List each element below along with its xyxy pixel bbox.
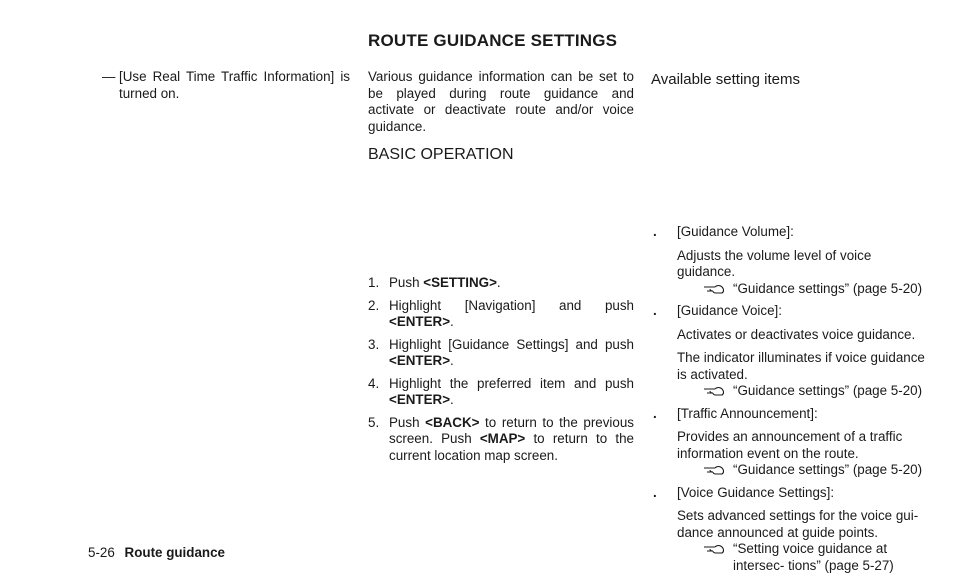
key-label: <MAP> (479, 431, 526, 446)
step-text: Push (389, 275, 424, 290)
left-column (88, 69, 350, 102)
dash-item-text: [Use Real Time Traffic Information] is turned on. (119, 69, 350, 101)
step-text: Push (389, 414, 426, 430)
key-label: <ENTER> (389, 353, 451, 368)
page-number: 5-26 (88, 545, 115, 560)
basic-operation-heading: BASIC OPERATION (368, 146, 514, 163)
step-number: 5. (368, 414, 380, 430)
setting-item-title: [Voice Guidance Settings]: (677, 484, 835, 500)
step-number: 2. (368, 297, 380, 313)
step-text: to return to the current location map screen. (389, 431, 634, 463)
step-text: . (450, 392, 454, 407)
setting-item-desc: The indicator illuminates if voice guidance is activated. (677, 350, 925, 382)
reference-text: “Guidance settings” (page 5-20) (733, 280, 923, 296)
step-number: 1. (368, 275, 380, 290)
pointing-hand-icon (703, 384, 725, 398)
setting-item (651, 224, 929, 297)
cross-reference (677, 383, 929, 400)
setting-item (651, 485, 929, 575)
setting-item-desc: Activates or deactivates voice guidance. (677, 326, 916, 342)
reference-text: “Guidance settings” (page 5-20) (733, 383, 923, 398)
page-title: ROUTE GUIDANCE SETTINGS (368, 31, 618, 50)
setting-items-list (651, 224, 929, 580)
pointing-hand-icon (703, 542, 725, 556)
step-text: Highlight the preferred item and push (389, 375, 634, 391)
cross-reference (677, 462, 929, 479)
setting-item-desc: Sets advanced settings for the voice gui- dance announced at guide points. (677, 508, 919, 540)
key-label: <SETTING> (423, 275, 497, 290)
step-item (368, 376, 634, 409)
step-text: . (450, 314, 454, 329)
right-column (651, 69, 929, 89)
bullet-marker: . (653, 303, 657, 318)
pointing-hand-icon (703, 463, 725, 477)
footer-section-name: Route guidance (124, 545, 225, 560)
step-number: 3. (368, 336, 380, 352)
step-text: . (450, 353, 454, 368)
reference-text: “Guidance settings” (page 5-20) (733, 462, 923, 477)
setting-item (651, 303, 929, 400)
bullet-marker: . (653, 224, 657, 239)
setting-item-title: [Guidance Voice]: (677, 303, 782, 318)
bullet-marker: . (653, 405, 657, 421)
setting-item-desc: Adjusts the volume level of voice guidance. (677, 247, 872, 279)
pointing-hand-icon (703, 282, 725, 296)
middle-column (368, 69, 634, 164)
dash-marker: — (102, 69, 116, 84)
available-items-heading: Available setting items (651, 71, 800, 88)
step-number: 4. (368, 375, 380, 391)
intro-paragraph: Various guidance information can be set to be played during route guidance and activate or deactivate route and/or voice guidance. (368, 69, 634, 134)
dash-list-item (88, 69, 350, 102)
step-text: Highlight [Guidance Settings] and push (389, 336, 634, 352)
page-footer (88, 545, 225, 560)
step-item (368, 337, 634, 370)
cross-reference (677, 541, 929, 574)
key-label: <ENTER> (389, 392, 451, 407)
step-text: Highlight [Navigation] and push (389, 297, 634, 313)
bullet-marker: . (653, 484, 657, 500)
key-label: <BACK> (425, 414, 480, 430)
step-text: to return to the previous screen. Push (389, 414, 634, 446)
step-item (368, 298, 634, 331)
setting-item-title: [Guidance Volume]: (677, 224, 794, 239)
setting-item (651, 406, 929, 479)
step-item (368, 275, 634, 292)
key-label: <ENTER> (389, 314, 451, 329)
step-text: . (496, 275, 501, 290)
setting-item-desc: Provides an announcement of a traffic information event on the route. (677, 429, 903, 461)
reference-text: “Setting voice guidance at intersec- tions” (page 5-27) (733, 541, 894, 573)
setting-item-title: [Traffic Announcement]: (677, 405, 818, 421)
steps-list (368, 275, 634, 470)
cross-reference (677, 281, 929, 298)
step-item (368, 415, 634, 465)
